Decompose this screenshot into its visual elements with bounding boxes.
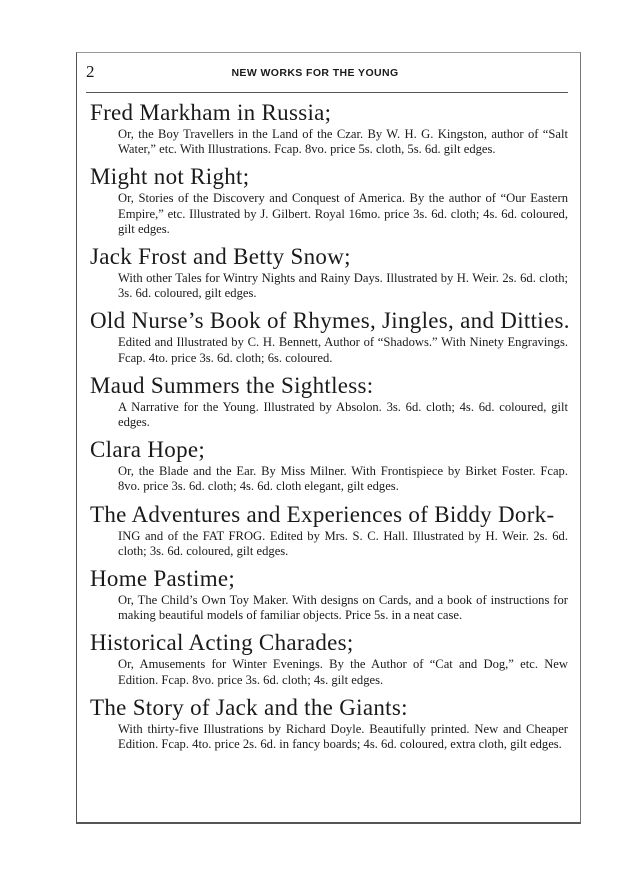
book-list: [90, 99, 568, 758]
book-description: Or, Amusements for Winter Evenings. By the Author of “Cat and Dog,” etc. New Edition. Fcap. 8vo. price 3s. 6d. cloth; 4s. gilt edges.: [118, 657, 568, 687]
book-entry: [90, 629, 568, 687]
running-head: NEW WORKS FOR THE YOUNG: [231, 67, 399, 79]
book-title: Maud Summers the Sightless:: [90, 372, 374, 398]
book-title: The Adventures and Experiences of Biddy Dork-: [90, 501, 555, 527]
book-description: Edited and Illustrated by C. H. Bennett, Author of “Shadows.” With Ninety Engravings. Fcap. 4to. price 3s. 6d. cloth; 6s. coloured.: [118, 335, 568, 365]
book-description: Or, the Boy Travellers in the Land of the Czar. By W. H. G. Kingston, author of “Salt Water,” etc. With Illustrations. Fcap. 8vo. price 5s. cloth, 5s. 6d. gilt edges.: [118, 127, 568, 157]
book-entry: [90, 243, 568, 301]
book-description: Or, the Blade and the Ear. By Miss Milner. With Frontispiece by Birket Foster. Fcap. 8vo. price 3s. 6d. cloth; 4s. 6d. cloth elegant, gilt edges.: [118, 464, 568, 494]
book-title: Home Pastime;: [90, 566, 236, 592]
book-title: Old Nurse’s Book of Rhymes, Jingles, and Ditties.: [90, 308, 570, 334]
book-description: With other Tales for Wintry Nights and Rainy Days. Illustrated by H. Weir. 2s. 6d. cloth; 3s. 6d. coloured, gilt edges.: [118, 271, 568, 301]
book-entry: [90, 436, 568, 494]
book-title: Fred Markham in Russia;: [90, 100, 332, 125]
book-entry: [90, 307, 568, 365]
book-description: A Narrative for the Young. Illustrated by Absolon. 3s. 6d. cloth; 4s. 6d. coloured, gilt edges.: [118, 399, 568, 430]
header-rule: [86, 92, 568, 93]
book-entry: [90, 694, 568, 752]
page-number: 2: [86, 62, 95, 81]
book-title: Jack Frost and Betty Snow;: [90, 244, 351, 270]
book-title: Clara Hope;: [90, 437, 206, 463]
book-entry: [90, 372, 568, 430]
book-title: The Story of Jack and the Giants:: [90, 694, 408, 720]
book-entry: [90, 565, 568, 623]
book-title: Historical Acting Charades;: [90, 630, 354, 656]
book-description: ING and of the FAT FROG. Edited by Mrs. S. C. Hall. Illustrated by H. Weir. 2s. 6d. cloth; 3s. 6d. coloured, gilt edges.: [118, 528, 568, 558]
book-entry: [90, 501, 568, 559]
book-description: With thirty-five Illustrations by Richard Doyle. Beautifully printed. New and Cheaper Edition. Fcap. 4to. price 2s. 6d. in fancy boards; 4s. 6d. coloured, extra cloth, gilt edges.: [118, 721, 568, 752]
book-description: Or, The Child’s Own Toy Maker. With designs on Cards, and a book of instructions for making beautiful models of familiar objects. Price 5s. in a neat case.: [118, 593, 568, 623]
book-description: Or, Stories of the Discovery and Conquest of America. By the author of “Our Eastern Empire,” etc. Illustrated by J. Gilbert. Royal 16mo. price 3s. 6d. cloth; 4s. 6d. coloured, gilt edges.: [118, 191, 568, 236]
book-entry: [90, 99, 568, 157]
book-title: Might not Right;: [90, 164, 250, 190]
book-entry: [90, 163, 568, 237]
